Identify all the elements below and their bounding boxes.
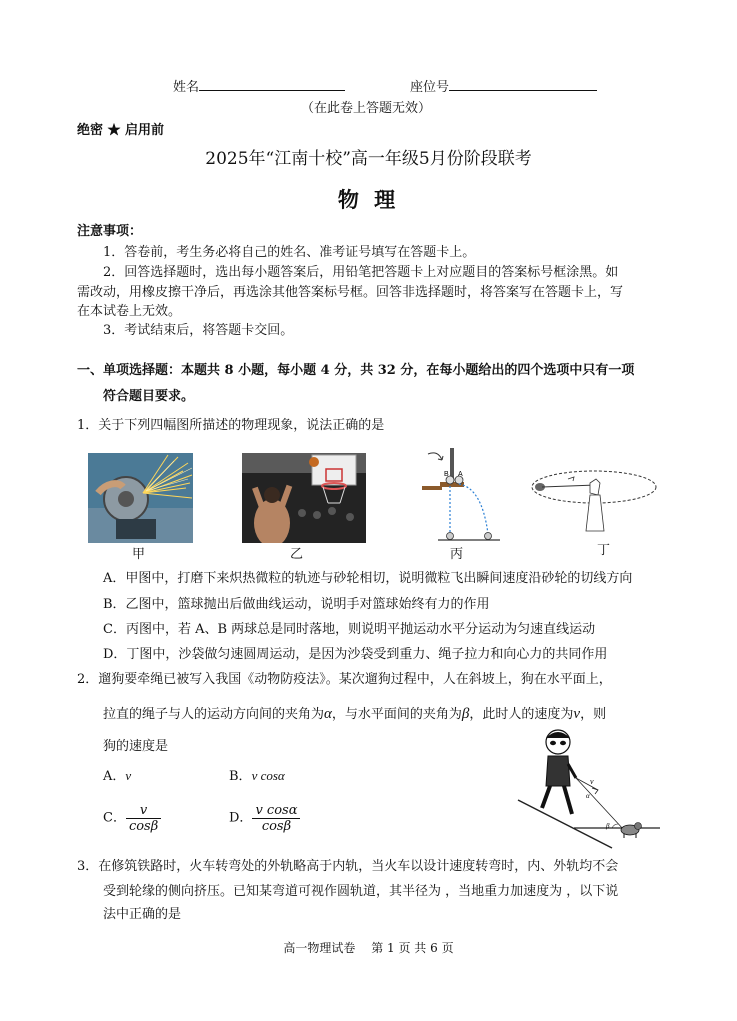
caption-ding: 丁 — [597, 543, 611, 558]
note-2: 2．回答选择题时，选出每小题答案后，用铅笔把答题卡上对应题目的答案标号框涂黑。如 — [103, 265, 619, 280]
q2-option-c-fraction — [126, 803, 161, 834]
q2-option-d-label: D． — [229, 810, 253, 826]
q1-stem: 1．关于下列四幅图所描述的物理现象，说法正确的是 — [77, 418, 385, 433]
fig-v-label: v — [590, 777, 594, 786]
q1-option-a[interactable]: A．甲图中，打磨下来炽热微粒的轨迹与砂轮相切，说明微粒飞出瞬间速度沿砂轮的切线方向 — [103, 571, 633, 586]
figure-yi-basketball — [242, 453, 366, 543]
q2-option-d-den: cosβ — [261, 819, 292, 834]
name-underline[interactable] — [199, 78, 345, 91]
figure-q2-dog-walking — [514, 724, 664, 850]
caption-yi: 乙 — [290, 547, 304, 562]
caption-bing: 丙 — [450, 547, 464, 562]
fig-label-a: A — [458, 471, 463, 478]
q2-stem-2d: ，则 — [580, 707, 607, 722]
q2-option-b[interactable] — [229, 767, 285, 786]
q2-option-d[interactable] — [229, 803, 300, 834]
secret-label: 绝密 ★ 启用前 — [77, 123, 165, 138]
section1-heading: 一、单项选择题：本题共 8 小题，每小题 4 分，共 32 分，在每小题给出的四个选项中只有一项 — [77, 363, 635, 378]
q2-option-a-label: A． — [103, 769, 126, 784]
figure-ding-circular — [528, 465, 660, 533]
q2-option-c-label: C． — [103, 810, 126, 826]
q2-option-b-label: B． — [229, 769, 252, 784]
caption-jia: 甲 — [132, 547, 146, 562]
q2-option-c[interactable] — [103, 803, 161, 834]
beta-symbol: β — [461, 706, 470, 722]
q2-stem-2a: 拉直的绳子与人的运动方向间的夹角为 — [103, 707, 325, 722]
seat-field[interactable] — [410, 78, 597, 97]
q3-stem-3: 法中正确的是 — [103, 907, 182, 922]
invalid-note: （在此卷上答题无效） — [301, 101, 432, 116]
figure-jia-grinder — [88, 453, 193, 543]
q2-stem-2 — [103, 705, 606, 724]
q1-option-d[interactable]: D．丁图中，沙袋做匀速圆周运动，是因为沙袋受到重力、绳子拉力和向心力的共同作用 — [103, 647, 608, 662]
subject-title: 物 理 — [337, 187, 400, 212]
notes-heading: 注意事项： — [77, 224, 143, 239]
q2-option-c-num: v — [126, 803, 161, 819]
seat-label: 座位号 — [410, 80, 450, 95]
q2-option-a-value: v — [125, 768, 132, 783]
q2-option-a[interactable] — [103, 767, 131, 786]
fig-beta-label: β — [606, 822, 610, 830]
alpha-symbol: α — [324, 706, 332, 722]
q2-option-b-value: v cosα — [251, 768, 285, 783]
name-label: 姓名 — [173, 80, 200, 95]
section1-heading-cont: 符合题目要求。 — [103, 389, 195, 404]
q3-stem-2: 受到轮缘的侧向挤压。已知某弯道可视作圆轨道，其半径为 ，当地重力加速度为 ，以下说 — [103, 884, 619, 899]
q2-option-c-den: cosβ — [128, 819, 159, 834]
note-3: 3．考试结束后，将答题卡交回。 — [103, 323, 294, 338]
q2-stem-1: 2．遛狗要牵绳已被写入我国《动物防疫法》。某次遛狗过程中，人在斜坡上，狗在水平面上， — [77, 672, 612, 687]
q1-option-c[interactable]: C．丙图中，若 A、B 两球总是同时落地，则说明平抛运动水平分运动为匀速直线运动 — [103, 622, 596, 637]
q2-option-d-fraction — [252, 803, 300, 834]
q3-stem-1: 3．在修筑铁路时，火车转弯处的外轨略高于内轨，当火车以设计速度转弯时，内、外轨均不会 — [77, 859, 619, 874]
q2-stem-2c: ，此时人的速度为 — [469, 707, 574, 722]
fig-alpha-label: α — [586, 792, 590, 800]
q2-stem-3: 狗的速度是 — [103, 739, 169, 754]
note-2-cont: 需改动，用橡皮擦干净后，再选涂其他答案标号框。回答非选择题时，将答案写在答题卡上，写 — [77, 285, 624, 300]
name-field[interactable] — [173, 78, 345, 97]
page-footer: 高一物理试卷 第 1 页 共 6 页 — [283, 941, 454, 955]
q1-option-b[interactable]: B．乙图中，篮球抛出后做曲线运动，说明手对篮球始终有力的作用 — [103, 597, 490, 612]
note-1: 1．答卷前，考生务必将自己的姓名、准考证号填写在答题卡上。 — [103, 245, 476, 260]
q2-stem-2b: ，与水平面间的夹角为 — [331, 707, 462, 722]
note-2-cont2: 在本试卷上无效。 — [77, 304, 182, 319]
fig-label-b: B — [444, 471, 449, 478]
v-symbol: v — [573, 706, 581, 722]
seat-underline[interactable] — [449, 78, 597, 91]
q2-option-d-num: v cosα — [252, 803, 300, 819]
figure-bing-projectile — [420, 446, 505, 544]
exam-title: 2025年“江南十校”高一年级5月份阶段联考 — [205, 149, 532, 169]
